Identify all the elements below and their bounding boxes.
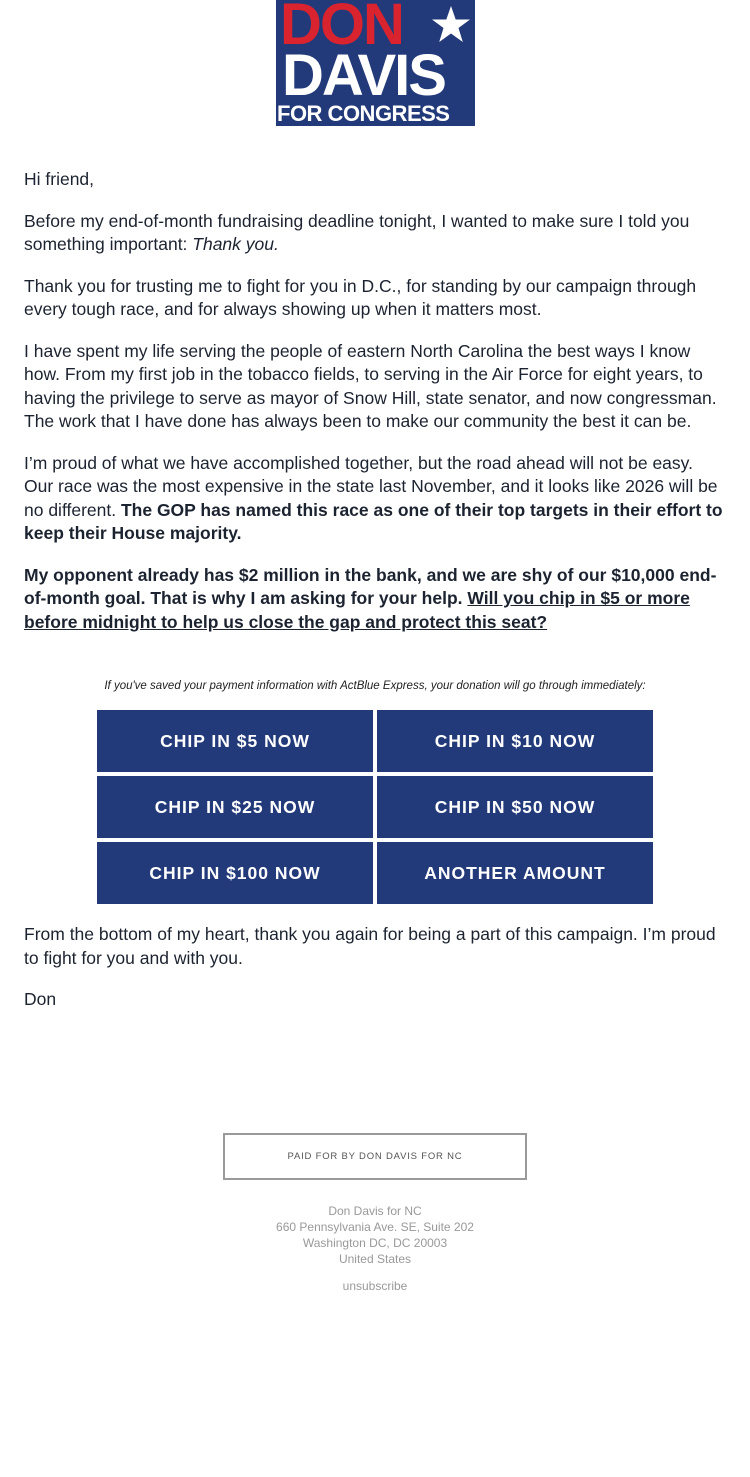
email-body <box>24 168 726 652</box>
campaign-logo <box>276 0 475 126</box>
chip-in-50-button[interactable]: CHIP IN $50 NOW <box>377 776 653 838</box>
signature: Don <box>24 989 57 1009</box>
footer-address-line2: Washington DC, DC 20003 <box>302 1236 448 1250</box>
footer-address-line1: 660 Pennsylvania Ave. SE, Suite 202 <box>276 1220 474 1234</box>
greeting: Hi friend, <box>24 169 95 189</box>
footer-country: United States <box>338 1252 412 1266</box>
paragraph-deadline-text: Before my end-of-month fundraising deadline tonight, I wanted to make sure I told you something important: <box>24 210 690 254</box>
paragraph-service: I have spent my life serving the people of eastern North Carolina the best ways I know how. From my first job in the tobacco fields, to serving in the Air Force for eight years, to having the privilege to serve as mayor of Snow Hill, state senator, and now congressman. The work that I have done has always been to make our community the best it can be. <box>24 340 717 431</box>
chip-in-10-button[interactable]: CHIP IN $10 NOW <box>377 710 653 772</box>
actblue-note: If you've saved your payment information with ActBlue Express, your donation will go through immediately: <box>104 680 646 692</box>
paragraph-thanks: Thank you for trusting me to fight for you in D.C., for standing by our campaign through every tough race, and for always showing up when it matters most. <box>24 275 697 319</box>
chip-in-25-button[interactable]: CHIP IN $25 NOW <box>97 776 373 838</box>
logo-line-davis: DAVIS <box>282 43 445 108</box>
logo-line-congress: FOR CONGRESS <box>277 101 450 126</box>
thank-you-emphasis: Thank you. <box>192 234 279 254</box>
footer-org: Don Davis for NC <box>328 1204 422 1218</box>
paragraph-race-bold: The GOP has named this race as one of their top targets in their effort to keep their House majority. <box>24 499 723 543</box>
paragraph-ask-bold <box>24 565 716 632</box>
chip-in-100-button[interactable]: CHIP IN $100 NOW <box>97 842 373 904</box>
paragraph-ask-text: My opponent already has $2 million in the bank, and we are shy of our $10,000 end-of-month goal. That is why I am asking for your help. <box>24 564 717 608</box>
star-icon <box>431 4 471 44</box>
unsubscribe-link[interactable]: unsubscribe <box>342 1279 408 1293</box>
paragraph-race <box>24 452 726 546</box>
paragraph-ask <box>24 564 726 635</box>
footer-address <box>0 1203 750 1294</box>
logo-line-don: DON <box>280 0 403 57</box>
email-closing <box>24 923 726 1030</box>
closing-paragraph: From the bottom of my heart, thank you again for being a part of this campaign. I’m proud to fight for you and with you. <box>24 924 716 968</box>
paragraph-deadline <box>24 210 726 257</box>
paragraph-race-text: I’m proud of what we have accomplished together, but the road ahead will not be easy. Our race was the most expensive in the state last November, and it looks like 2026 will be no different. <box>24 452 718 520</box>
paid-for-disclaimer: PAID FOR BY DON DAVIS FOR NC <box>223 1133 527 1180</box>
donate-link[interactable]: Will you chip in $5 or more before midnight to help us close the gap and protect this seat? <box>24 588 690 632</box>
another-amount-button[interactable]: ANOTHER AMOUNT <box>377 842 653 904</box>
chip-in-5-button[interactable]: CHIP IN $5 NOW <box>97 710 373 772</box>
